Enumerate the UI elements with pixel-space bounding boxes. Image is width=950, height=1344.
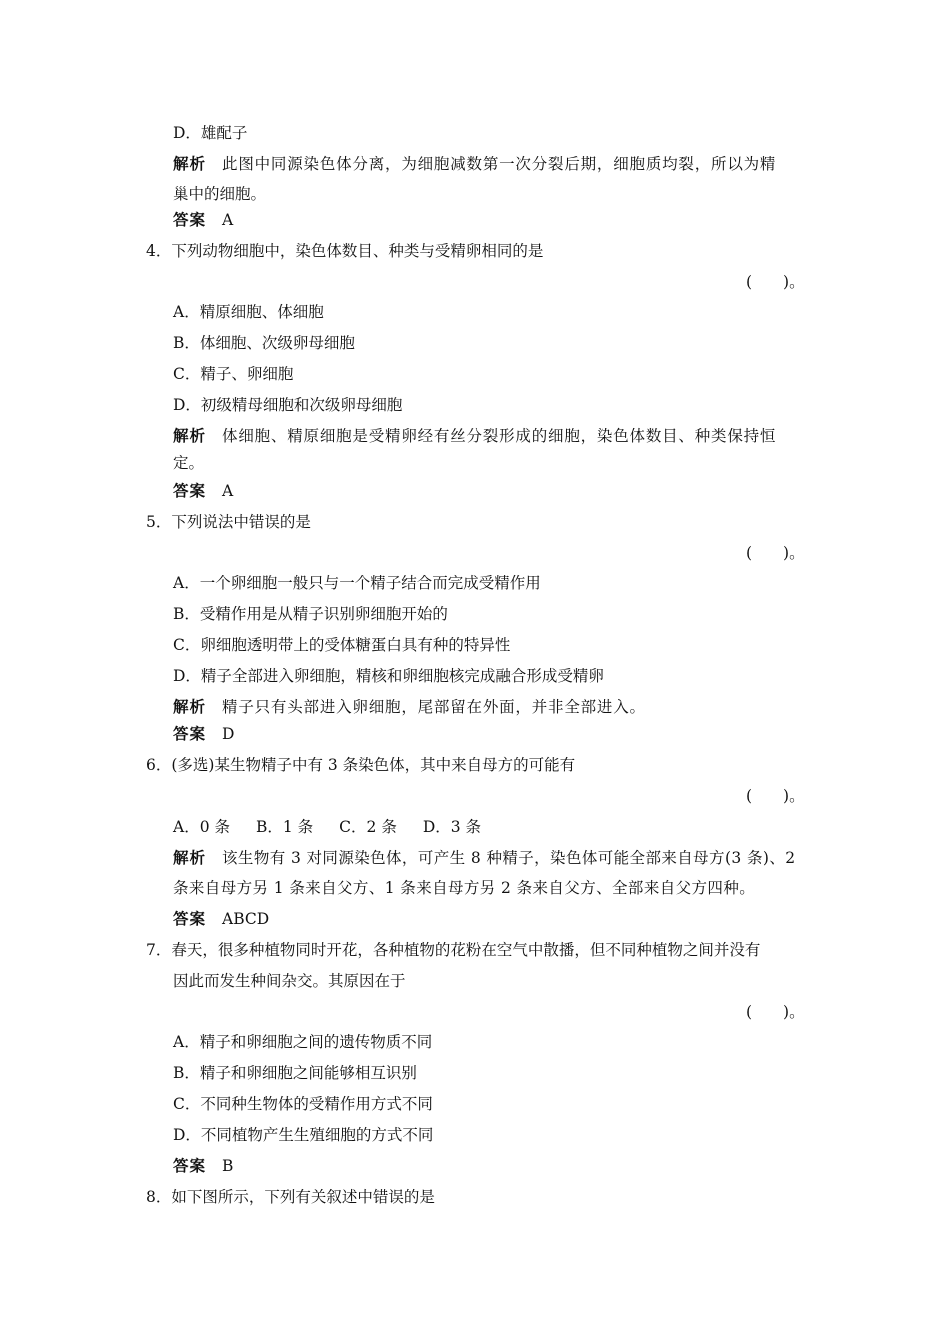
analysis-label: 解析	[173, 697, 207, 716]
q3-answer	[173, 210, 233, 230]
q7-stem: 7．春天，很多种植物同时开花，各种植物的花粉在空气中散播，但不同种植物之间并没有	[146, 941, 761, 959]
q5-option-c: C．卵细胞透明带上的受体糖蛋白具有种的特异性	[173, 636, 511, 654]
answer-value: A	[222, 482, 234, 500]
analysis-label: 解析	[173, 848, 207, 867]
answer-value: A	[222, 211, 234, 229]
q7-stem-cont: 因此而发生种间杂交。其原因在于	[173, 972, 406, 990]
analysis-text: 该生物有 3 对同源染色体，可产生 8 种精子，染色体可能全部来自母方(3 条)、2	[222, 849, 796, 867]
q5-answer-blank: ( )。	[746, 544, 805, 562]
q7-option-d: D．不同植物产生生殖细胞的方式不同	[173, 1126, 434, 1144]
q6-analysis	[173, 848, 796, 868]
q5-option-d: D．精子全部进入卵细胞，精核和卵细胞核完成融合形成受精卵	[173, 667, 604, 685]
q6-answer	[173, 909, 269, 929]
analysis-label: 解析	[173, 426, 207, 445]
answer-value: B	[222, 1157, 234, 1175]
q6-stem: 6．(多选)某生物精子中有 3 条染色体，其中来自母方的可能有	[146, 756, 576, 774]
q6-analysis-cont: 条来自母方另 1 条来自父方、1 条来自母方另 2 条来自父方、全部来自父方四种。	[173, 879, 756, 897]
q6-answer-blank: ( )。	[746, 787, 805, 805]
q8-stem: 8．如下图所示，下列有关叙述中错误的是	[146, 1188, 435, 1206]
answer-label: 答案	[173, 909, 207, 928]
q5-option-a: A．一个卵细胞一般只与一个精子结合而完成受精作用	[173, 574, 541, 592]
q3-option-d: D．雄配子	[173, 124, 248, 142]
q4-analysis-cont: 定。	[173, 454, 205, 472]
q4-answer-blank: ( )。	[746, 273, 805, 291]
analysis-text: 精子只有头部进入卵细胞，尾部留在外面，并非全部进入。	[222, 698, 646, 716]
analysis-text: 体细胞、精原细胞是受精卵经有丝分裂形成的细胞，染色体数目、种类保持恒	[222, 427, 777, 445]
q6-choice-c: C．2 条	[339, 818, 397, 836]
q4-option-b: B．体细胞、次级卵母细胞	[173, 334, 355, 352]
q7-option-b: B．精子和卵细胞之间能够相互识别	[173, 1064, 417, 1082]
q7-answer-blank: ( )。	[746, 1003, 805, 1021]
answer-label: 答案	[173, 1156, 207, 1175]
q4-option-a: A．精原细胞、体细胞	[173, 303, 324, 321]
answer-label: 答案	[173, 210, 207, 229]
q3-analysis	[173, 154, 776, 174]
q5-stem: 5．下列说法中错误的是	[146, 513, 311, 531]
q4-option-c: C．精子、卵细胞	[173, 365, 294, 383]
analysis-text: 此图中同源染色体分离，为细胞减数第一次分裂后期，细胞质均裂，所以为精	[222, 155, 777, 173]
q7-option-a: A．精子和卵细胞之间的遗传物质不同	[173, 1033, 433, 1051]
q5-option-b: B．受精作用是从精子识别卵细胞开始的	[173, 605, 448, 623]
q6-choice-d: D．3 条	[422, 818, 482, 836]
answer-label: 答案	[173, 724, 207, 743]
q4-option-d: D．初级精母细胞和次级卵母细胞	[173, 396, 403, 414]
q6-choices	[173, 817, 507, 837]
q7-option-c: C．不同种生物体的受精作用方式不同	[173, 1095, 433, 1113]
q4-analysis	[173, 426, 776, 446]
answer-label: 答案	[173, 481, 207, 500]
q5-analysis	[173, 697, 646, 717]
analysis-label: 解析	[173, 154, 207, 173]
q5-answer	[173, 724, 234, 744]
q6-choice-a: A．0 条	[173, 818, 230, 836]
q3-analysis-cont: 巢中的细胞。	[173, 185, 267, 203]
q6-choice-b: B．1 条	[255, 818, 314, 836]
q4-stem: 4．下列动物细胞中，染色体数目、种类与受精卵相同的是	[146, 242, 544, 260]
q4-answer	[173, 481, 233, 501]
answer-value: ABCD	[222, 910, 270, 928]
q7-answer	[173, 1156, 233, 1176]
answer-value: D	[222, 725, 235, 743]
